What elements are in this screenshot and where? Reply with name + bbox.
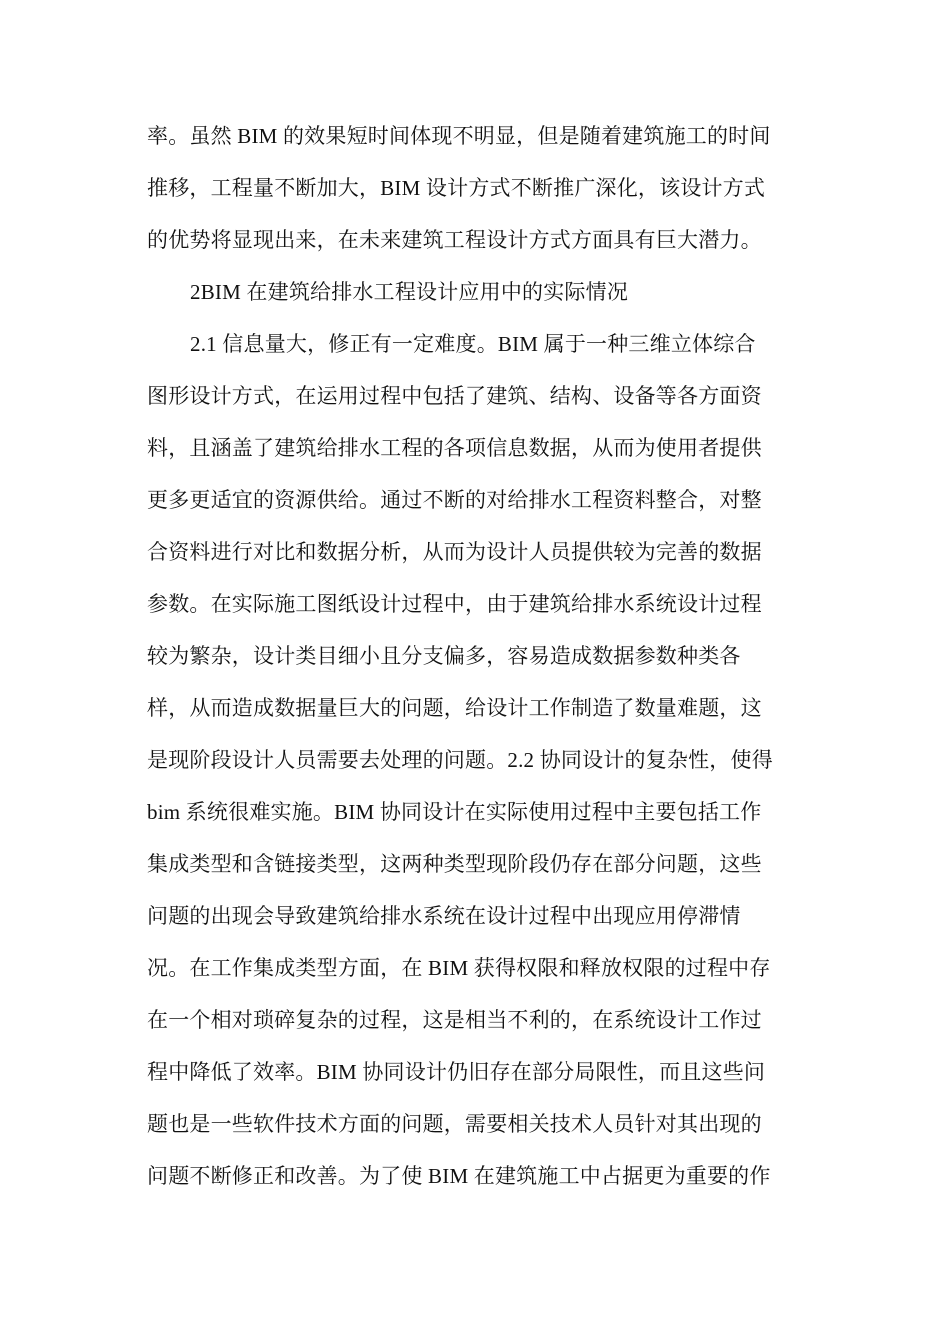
- body-text-line: 参数。在实际施工图纸设计过程中，由于建筑给排水系统设计过程: [147, 592, 762, 616]
- body-text-line: bim 系统很难实施。BIM 协同设计在实际使用过程中主要包括工作: [147, 800, 762, 824]
- subsection-heading-line: 2.1 信息量大，修正有一定难度。BIM 属于一种三维立体综合: [190, 332, 756, 356]
- body-text-line: 问题不断修正和改善。为了使 BIM 在建筑施工中占据更为重要的作: [147, 1164, 771, 1188]
- body-text-line: 在一个相对琐碎复杂的过程，这是相当不利的，在系统设计工作过: [147, 1008, 762, 1032]
- body-text-line: 料，且涵盖了建筑给排水工程的各项信息数据，从而为使用者提供: [147, 436, 762, 460]
- body-text-line: 图形设计方式，在运用过程中包括了建筑、结构、设备等各方面资: [147, 384, 762, 408]
- body-text-line: 况。在工作集成类型方面，在 BIM 获得权限和释放权限的过程中存: [147, 956, 771, 980]
- body-text-line: 题也是一些软件技术方面的问题，需要相关技术人员针对其出现的: [147, 1112, 762, 1136]
- body-text-line: 推移，工程量不断加大，BIM 设计方式不断推广深化，该设计方式: [147, 176, 766, 200]
- body-text-line: 程中降低了效率。BIM 协同设计仍旧存在部分局限性，而且这些问: [147, 1060, 766, 1084]
- body-text-line: 的优势将显现出来，在未来建筑工程设计方式方面具有巨大潜力。: [147, 228, 762, 252]
- body-text-line: 样，从而造成数据量巨大的问题，给设计工作制造了数量难题，这: [147, 696, 762, 720]
- body-text-line: 是现阶段设计人员需要去处理的问题。2.2 协同设计的复杂性，使得: [147, 748, 773, 772]
- body-text-line: 问题的出现会导致建筑给排水系统在设计过程中出现应用停滞情: [147, 904, 741, 928]
- body-text-line: 合资料进行对比和数据分析，从而为设计人员提供较为完善的数据: [147, 540, 762, 564]
- body-text-line: 集成类型和含链接类型，这两种类型现阶段仍存在部分问题，这些: [147, 852, 762, 876]
- section-heading: 2BIM 在建筑给排水工程设计应用中的实际情况: [190, 280, 629, 304]
- body-text-line: 率。虽然 BIM 的效果短时间体现不明显，但是随着建筑施工的时间: [147, 124, 771, 148]
- body-text-line: 更多更适宜的资源供给。通过不断的对给排水工程资料整合，对整: [147, 488, 762, 512]
- body-text-line: 较为繁杂，设计类目细小且分支偏多，容易造成数据参数种类各: [147, 644, 741, 668]
